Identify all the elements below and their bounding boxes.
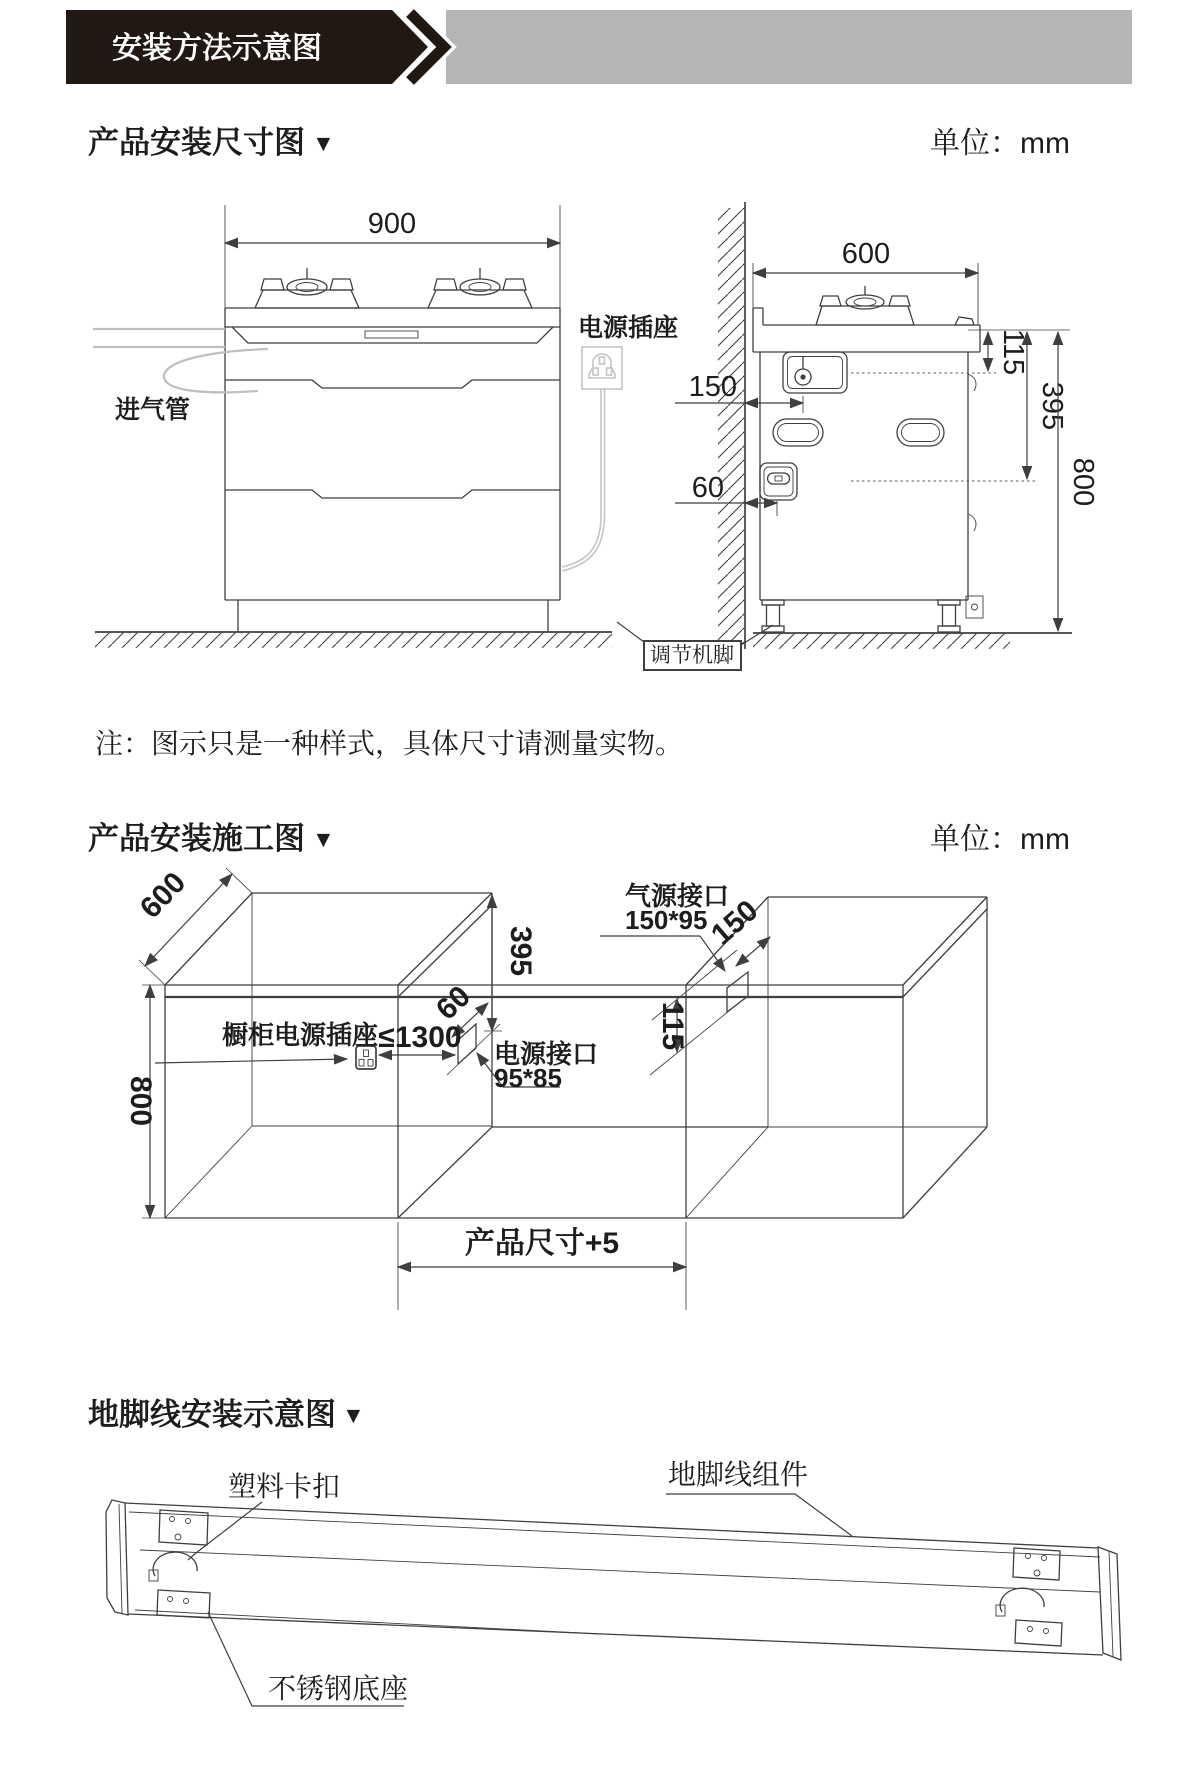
header-title: 安装方法示意图 <box>112 32 322 65</box>
dim-gas-drop2: 115 <box>656 1001 689 1051</box>
power-socket-icon <box>562 347 622 571</box>
front-view-drawing <box>93 205 678 648</box>
label-power-socket: 电源插座 <box>578 314 679 342</box>
dim-power-offset: 60 <box>691 472 724 504</box>
label-power-port-size: 95*85 <box>494 1063 562 1093</box>
section1-marker-icon: ▼ <box>312 130 335 156</box>
gas-inlet-port <box>783 352 847 393</box>
label-adjustable-foot: 调节机脚 <box>650 644 734 667</box>
note-text: 注：图示只是一种样式，具体尺寸请测量实物。 <box>95 728 684 759</box>
burner-side-profile <box>816 286 914 325</box>
side-view-drawing <box>617 202 1099 670</box>
dim-cab-drop: 395 <box>504 925 537 977</box>
power-port-side <box>760 463 797 500</box>
dim-socket-distance: ≤1300 <box>378 1021 462 1054</box>
gas-pipe-drawing <box>93 329 268 392</box>
section1-unit-label: 单位：mm <box>930 127 1070 160</box>
label-plastic-clip: 塑料卡扣 <box>228 1471 341 1502</box>
header-gray-bar <box>446 10 1132 84</box>
dim-cab-height: 800 <box>124 1075 157 1127</box>
label-gas-pipe: 进气管 <box>115 396 191 424</box>
section2-unit-label: 单位：mm <box>930 823 1070 856</box>
adjustable-feet <box>762 596 983 632</box>
ground-hatch-side <box>753 634 1010 649</box>
dim-front-width: 900 <box>367 208 417 240</box>
label-gas-port-size: 150*95 <box>625 905 708 935</box>
section1-header <box>88 125 1070 160</box>
ground-hatch-front <box>95 633 612 648</box>
label-cabinet-socket: 橱柜电源插座 <box>222 1020 379 1050</box>
dim-cab-depth: 600 <box>133 865 193 925</box>
dim-gas-edge: 150 <box>705 893 765 952</box>
bar-left-cap <box>106 1500 128 1615</box>
section3-marker-icon: ▼ <box>342 1402 365 1428</box>
section2-marker-icon: ▼ <box>312 826 335 852</box>
clip-right <box>996 1548 1062 1646</box>
construction-view-drawing <box>124 866 987 1310</box>
section2-title: 产品安装施工图 <box>88 821 305 856</box>
header-banner <box>66 10 1132 84</box>
section3-title: 地脚线安装示意图 <box>88 1397 336 1432</box>
baseboard-drawing <box>106 1459 1121 1706</box>
label-gas-port: 气源接口 <box>625 881 730 911</box>
dim-power-drop: 395 <box>1036 381 1068 431</box>
clip-left <box>149 1510 210 1618</box>
dim-niche-width: 产品尺寸+5 <box>464 1227 620 1260</box>
gas-cutout <box>727 972 748 1012</box>
label-baseboard-assembly: 地脚线组件 <box>668 1459 809 1490</box>
burner-right <box>428 268 532 308</box>
burner-left <box>255 268 359 308</box>
dim-height: 800 <box>1067 457 1099 507</box>
dim-gas-offset: 150 <box>688 371 737 403</box>
dim-gas-drop: 115 <box>997 328 1029 376</box>
label-steel-base: 不锈钢底座 <box>268 1673 409 1704</box>
label-power-port: 电源接口 <box>494 1039 599 1069</box>
section1-title: 产品安装尺寸图 <box>88 125 305 160</box>
foot-callout <box>617 622 773 670</box>
dim-side-depth: 600 <box>841 238 891 270</box>
section2-header <box>88 821 1070 856</box>
section3-header <box>88 1397 365 1432</box>
dim-power-edge: 60 <box>430 979 477 1027</box>
wall-hatch <box>718 208 744 648</box>
